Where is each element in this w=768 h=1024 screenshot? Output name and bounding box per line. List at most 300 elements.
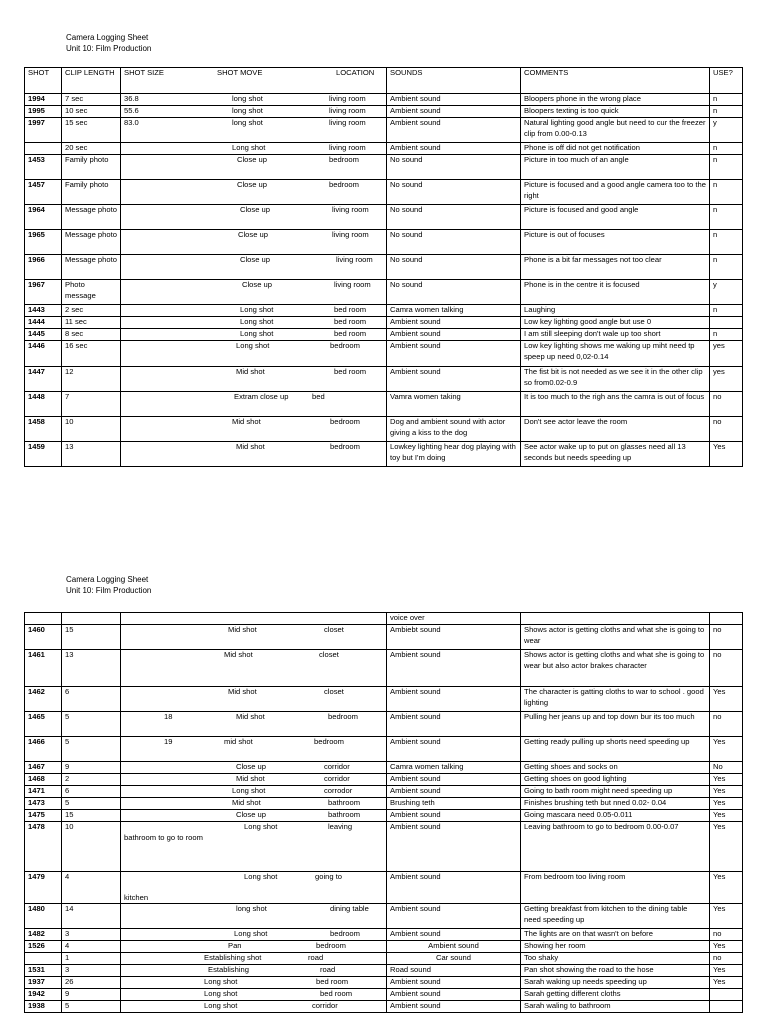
shot-number: 1997 (25, 118, 62, 143)
clip-length: Photo message (62, 280, 121, 305)
shot-move: Long shot (236, 341, 270, 350)
clip-length: 8 sec (62, 329, 121, 341)
location: bed room (334, 367, 367, 376)
clip-length: 7 (62, 392, 121, 417)
sounds: Ambient sound (387, 317, 521, 329)
shot-number: 1480 (25, 904, 62, 929)
shot-move: Mid shot (236, 367, 265, 376)
use-flag: n (710, 305, 743, 317)
sounds: Dog and ambient sound with actor giving a kiss to the dog (387, 417, 521, 442)
location: bedroom (330, 442, 360, 451)
shot-move: long shot (232, 94, 263, 103)
use-flag (710, 317, 743, 329)
shot-number: 1462 (25, 687, 62, 712)
clip-length: 13 (62, 650, 121, 687)
unit-title: Unit 10: Film Production (66, 586, 152, 595)
shot-size-move-location (121, 106, 387, 118)
use-flag (710, 1001, 743, 1013)
shot-move: Long shot (240, 305, 274, 314)
use-flag (710, 613, 743, 625)
table-row (25, 929, 743, 941)
comments: Getting shoes and socks on (521, 762, 710, 774)
shot-move: Long shot (240, 329, 274, 338)
comments: Phone is off did not get notification (521, 143, 710, 155)
shot-number: 1473 (25, 798, 62, 810)
clip-length: 12 (62, 367, 121, 392)
shot-number: 1967 (25, 280, 62, 305)
clip-length: 5 (62, 737, 121, 762)
shot-size-move-location (121, 329, 387, 341)
comments: Sarah getting different cloths (521, 989, 710, 1001)
sounds: Road sound (387, 965, 521, 977)
location: living room (336, 255, 373, 264)
shot-size-move-location (121, 687, 387, 712)
shot-number (25, 143, 62, 155)
shot-number: 1938 (25, 1001, 62, 1013)
sounds: Ambient sound (387, 941, 521, 953)
shot-move: Mid shot (236, 442, 265, 451)
shot-number: 1460 (25, 625, 62, 650)
shot-move: Long shot (232, 786, 266, 795)
sounds: Ambient sound (387, 904, 521, 929)
shot-size-move-location (121, 989, 387, 1001)
shot-number: 1465 (25, 712, 62, 737)
use-flag: n (710, 155, 743, 180)
comments: Leaving bathroom to go to bedroom 0.00-0.07 (521, 822, 710, 872)
shot-size-move-location (121, 929, 387, 941)
use-flag: n (710, 106, 743, 118)
shot-size-move-location (121, 230, 387, 255)
shot-number: 1475 (25, 810, 62, 822)
location: corridor (312, 1001, 338, 1010)
table-row (25, 230, 743, 255)
clip-length: 6 (62, 786, 121, 798)
clip-length: Message photo (62, 205, 121, 230)
comments: Phone is in the centre it is focused (521, 280, 710, 305)
shot-move: Close up (236, 810, 266, 819)
table-row (25, 255, 743, 280)
shot-number: 1478 (25, 822, 62, 872)
location: bed room (334, 305, 367, 314)
shot-number: 1458 (25, 417, 62, 442)
location: living room (334, 280, 371, 289)
sounds: Ambient sound (387, 118, 521, 143)
table-row (25, 106, 743, 118)
shot-number: 1966 (25, 255, 62, 280)
table-row (25, 180, 743, 205)
header-shot-size: SHOT SIZE (124, 68, 164, 77)
comments: See actor wake up to put on glasses need all 13 seconds but needs speeding up (521, 442, 710, 467)
shot-size-move-location (121, 977, 387, 989)
table-row (25, 118, 743, 143)
comments: Pulling her jeans up and top down bur its too much (521, 712, 710, 737)
sounds: Ambient sound (387, 94, 521, 106)
comments: Too shaky (521, 953, 710, 965)
shot-size-move-location (121, 305, 387, 317)
shot-size-move-location (121, 155, 387, 180)
sounds: Ambient sound (387, 143, 521, 155)
shot-number: 1453 (25, 155, 62, 180)
table-row (25, 977, 743, 989)
table-row (25, 965, 743, 977)
location: road (308, 953, 324, 962)
location: closet (324, 687, 344, 696)
shot-number: 1531 (25, 965, 62, 977)
shot-size-move-location (121, 280, 387, 305)
use-flag: Yes (710, 798, 743, 810)
shot-size-move-location (121, 317, 387, 329)
use-flag: yes (710, 367, 743, 392)
use-flag: Yes (710, 442, 743, 467)
sounds: Camra women talking (387, 305, 521, 317)
clip-length: 11 sec (62, 317, 121, 329)
table-row (25, 737, 743, 762)
header-shot-size-move-location (121, 68, 387, 94)
shot-size-move-location (121, 953, 387, 965)
shot-move: Extram close up (234, 392, 289, 401)
use-flag: no (710, 417, 743, 442)
comments: Low key lighting good angle but use 0 (521, 317, 710, 329)
use-flag: n (710, 143, 743, 155)
sounds: Ambient sound (387, 1001, 521, 1013)
sounds: No sound (387, 205, 521, 230)
clip-length: 3 (62, 965, 121, 977)
clip-length: 2 sec (62, 305, 121, 317)
clip-length: 2 (62, 774, 121, 786)
use-flag: y (710, 118, 743, 143)
shot-move: Mid shot (232, 417, 261, 426)
table-row (25, 341, 743, 367)
shot-move: Mid shot (228, 625, 257, 634)
shot-size-move-location (121, 786, 387, 798)
clip-length: Message photo (62, 255, 121, 280)
table-row (25, 392, 743, 417)
clip-length: 5 (62, 712, 121, 737)
shot-size-move-location (121, 118, 387, 143)
table-row (25, 625, 743, 650)
shot-move: Long shot (240, 317, 274, 326)
use-flag: Yes (710, 977, 743, 989)
shot-move: Pan (228, 941, 242, 950)
location: bedroom (329, 155, 359, 164)
location: living room (332, 230, 369, 239)
clip-length: 4 (62, 872, 121, 904)
clip-length: 13 (62, 442, 121, 467)
logging-table-1 (24, 67, 743, 467)
shot-size-move-location (121, 904, 387, 929)
table-row (25, 329, 743, 341)
sounds: Lowkey lighting hear dog playing with toy but I'm doing (387, 442, 521, 467)
shot-move: Long shot (244, 822, 278, 831)
shot-size: 18 (164, 712, 173, 721)
location: bedroom (329, 180, 359, 189)
shot-move: Mid shot (224, 650, 253, 659)
location: leaving (328, 822, 353, 831)
comments: Getting shoes on good lighting (521, 774, 710, 786)
shot-number: 1471 (25, 786, 62, 798)
clip-length: 6 (62, 687, 121, 712)
use-flag: y (710, 280, 743, 305)
shot-number: 1444 (25, 317, 62, 329)
shot-move: Long shot (244, 872, 278, 881)
shot-size-move-location (121, 762, 387, 774)
sounds: Ambient sound (387, 650, 521, 687)
sounds: Vamra women taking (387, 392, 521, 417)
comments: Don't see actor leave the room (521, 417, 710, 442)
clip-length (62, 613, 121, 625)
shot-number: 1965 (25, 230, 62, 255)
location: bedroom (314, 737, 344, 746)
use-flag: no (710, 712, 743, 737)
comments: Bloopers phone in the wrong place (521, 94, 710, 106)
shot-number: 1479 (25, 872, 62, 904)
comments: Going to bath room might need speeding up (521, 786, 710, 798)
clip-length: 10 (62, 417, 121, 442)
sounds: No sound (387, 155, 521, 180)
comments: Sarah waking up needs speeding up (521, 977, 710, 989)
location: bed (312, 392, 325, 401)
sounds: Ambiebt sound (387, 625, 521, 650)
comments: I am still sleeping don't wale up too short (521, 329, 710, 341)
table-row (25, 786, 743, 798)
shot-size: 19 (164, 737, 173, 746)
table-row (25, 941, 743, 953)
unit-title: Unit 10: Film Production (66, 44, 152, 53)
shot-size-move-location (121, 205, 387, 230)
header-comments: COMMENTS (521, 68, 710, 94)
table-row (25, 810, 743, 822)
location: closet (319, 650, 339, 659)
shot-size-move-location (121, 712, 387, 737)
table-row (25, 317, 743, 329)
use-flag: Yes (710, 774, 743, 786)
shot-move: Establishing shot (204, 953, 262, 962)
comments: Pan shot showing the road to the hose (521, 965, 710, 977)
table-row (25, 953, 743, 965)
shot-number: 1445 (25, 329, 62, 341)
shot-size-move-location (121, 872, 387, 904)
sounds: No sound (387, 180, 521, 205)
use-flag: Yes (710, 810, 743, 822)
shot-number: 1466 (25, 737, 62, 762)
sounds: Ambient sound (387, 977, 521, 989)
sounds: Ambient sound (387, 367, 521, 392)
clip-length: Message photo (62, 230, 121, 255)
sounds: Ambient sound (387, 687, 521, 712)
sounds: Ambient sound (387, 329, 521, 341)
shot-move: Close up (240, 255, 270, 264)
shot-size: 55.6 (124, 106, 139, 115)
shot-number: 1942 (25, 989, 62, 1001)
sounds: Camra women talking (387, 762, 521, 774)
sheet-title: Camera Logging Sheet (66, 33, 149, 42)
use-flag: no (710, 650, 743, 687)
sounds: No sound (387, 255, 521, 280)
sounds: Ambient sound (387, 810, 521, 822)
clip-length: 9 (62, 989, 121, 1001)
sounds: Ambient sound (387, 106, 521, 118)
shot-size: 36.8 (124, 94, 139, 103)
shot-move: Mid shot (236, 774, 265, 783)
sounds: Ambient sound (387, 712, 521, 737)
page1-header (66, 32, 151, 54)
sounds: No sound (387, 280, 521, 305)
shot-size-move-location (121, 774, 387, 786)
sounds: Ambient sound (387, 774, 521, 786)
sounds: Ambient sound (387, 737, 521, 762)
shot-size-move-location (121, 417, 387, 442)
shot-size-move-location (121, 965, 387, 977)
table-row (25, 1001, 743, 1013)
shot-number: 1459 (25, 442, 62, 467)
shot-move: Close up (242, 280, 272, 289)
header-clip-length: CLIP LENGTH (62, 68, 121, 94)
comments: Getting ready pulling up shorts need speeding up (521, 737, 710, 762)
sounds: Ambient sound (387, 989, 521, 1001)
use-flag: Yes (710, 687, 743, 712)
table-row (25, 798, 743, 810)
table-row (25, 774, 743, 786)
table-row (25, 650, 743, 687)
location: corridor (324, 762, 350, 771)
use-flag: no (710, 929, 743, 941)
use-flag: n (710, 94, 743, 106)
sounds: Ambient sound (387, 872, 521, 904)
shot-size-move-location (121, 798, 387, 810)
location: living room (329, 118, 366, 127)
shot-size-move-location (121, 255, 387, 280)
table-header-row (25, 68, 743, 94)
shot-move: Long shot (204, 1001, 238, 1010)
table-row (25, 155, 743, 180)
clip-length: 16 sec (62, 341, 121, 367)
comments: Sarah waling to bathroom (521, 1001, 710, 1013)
shot-number: 1937 (25, 977, 62, 989)
shot-move: Close up (237, 180, 267, 189)
shot-size-move-location (121, 94, 387, 106)
clip-length: 9 (62, 762, 121, 774)
shot-move: Mid shot (228, 687, 257, 696)
shot-move: Long shot (204, 977, 238, 986)
comments: Low key lighting shows me waking up miht need tp speep up need 0,02-0.14 (521, 341, 710, 367)
use-flag: no (710, 625, 743, 650)
use-flag: n (710, 205, 743, 230)
comments: Picture is focused and good angle (521, 205, 710, 230)
shot-size-move-location (121, 442, 387, 467)
clip-length: 10 sec (62, 106, 121, 118)
comments: Finishes brushing teth but nned 0.02- 0.04 (521, 798, 710, 810)
table-row (25, 367, 743, 392)
page2-header (66, 574, 151, 596)
location: bathroom (328, 810, 361, 819)
clip-length: 20 sec (62, 143, 121, 155)
comments (521, 613, 710, 625)
comments: Getting breakfast from kitchen to the dining table need speeding up (521, 904, 710, 929)
shot-size-move-location (121, 143, 387, 155)
comments: Shows actor is getting cloths and what she is going to wear but also actor brakes character (521, 650, 710, 687)
location: bedroom (330, 341, 360, 350)
location: bedroom (316, 941, 346, 950)
table-row (25, 989, 743, 1001)
table-row (25, 442, 743, 467)
location: living room (329, 106, 366, 115)
comments: Shows actor is getting cloths and what she is going to wear (521, 625, 710, 650)
table-row (25, 305, 743, 317)
location: going to (315, 872, 343, 881)
shot-number (25, 613, 62, 625)
shot-move: mid shot (224, 737, 253, 746)
shot-number: 1443 (25, 305, 62, 317)
use-flag (710, 989, 743, 1001)
comments: The fist bit is not needed as we see it in the other clip so from0.02-0.9 (521, 367, 710, 392)
shot-size-move-location (121, 180, 387, 205)
use-flag: Yes (710, 872, 743, 904)
use-flag: Yes (710, 737, 743, 762)
use-flag: Yes (710, 941, 743, 953)
shot-move: long shot (232, 106, 263, 115)
shot-size-move-location (121, 650, 387, 687)
comments: Picture is out of focuses (521, 230, 710, 255)
shot-move: Establishing (208, 965, 249, 974)
header-location: LOCATION (336, 68, 375, 77)
location: bed room (334, 329, 367, 338)
location: dining table (330, 904, 369, 913)
shot-size-move-location (121, 625, 387, 650)
clip-length: 3 (62, 929, 121, 941)
use-flag: Yes (710, 786, 743, 798)
clip-length: 4 (62, 941, 121, 953)
sounds: voice over (387, 613, 521, 625)
shot-size-move-location (121, 613, 387, 625)
sounds: Car sound (387, 953, 521, 965)
clip-length: 15 (62, 810, 121, 822)
shot-number: 1468 (25, 774, 62, 786)
comments: Phone is a bit far messages not too clear (521, 255, 710, 280)
comments: The lights are on that wasn't on before (521, 929, 710, 941)
header-shot-move: SHOT MOVE (217, 68, 263, 77)
shot-number: 1482 (25, 929, 62, 941)
use-flag: No (710, 762, 743, 774)
shot-number: 1447 (25, 367, 62, 392)
shot-number: 1446 (25, 341, 62, 367)
shot-move: Long shot (232, 143, 266, 152)
shot-size-move-location (121, 822, 387, 872)
location: bed room (334, 317, 367, 326)
shot-number: 1467 (25, 762, 62, 774)
shot-move: Close up (238, 230, 268, 239)
shot-number: 1448 (25, 392, 62, 417)
sounds: Ambient sound (387, 786, 521, 798)
shot-size-move-location (121, 810, 387, 822)
shot-size-move-location (121, 1001, 387, 1013)
shot-number: 1457 (25, 180, 62, 205)
location: living room (329, 94, 366, 103)
comments: Natural lighting good angle but need to cur the freezer clip from 0.00-0.13 (521, 118, 710, 143)
shot-size-move-location (121, 341, 387, 367)
sheet-title: Camera Logging Sheet (66, 575, 149, 584)
logging-table-2 (24, 612, 743, 1013)
comments: Showing her room (521, 941, 710, 953)
shot-size-move-location (121, 941, 387, 953)
shot-number: 1461 (25, 650, 62, 687)
table-row (25, 872, 743, 904)
shot-size: 83.0 (124, 118, 139, 127)
shot-move: Mid shot (232, 798, 261, 807)
header-use: USE? (710, 68, 743, 94)
table-row (25, 613, 743, 625)
use-flag: no (710, 953, 743, 965)
clip-length: 15 sec (62, 118, 121, 143)
